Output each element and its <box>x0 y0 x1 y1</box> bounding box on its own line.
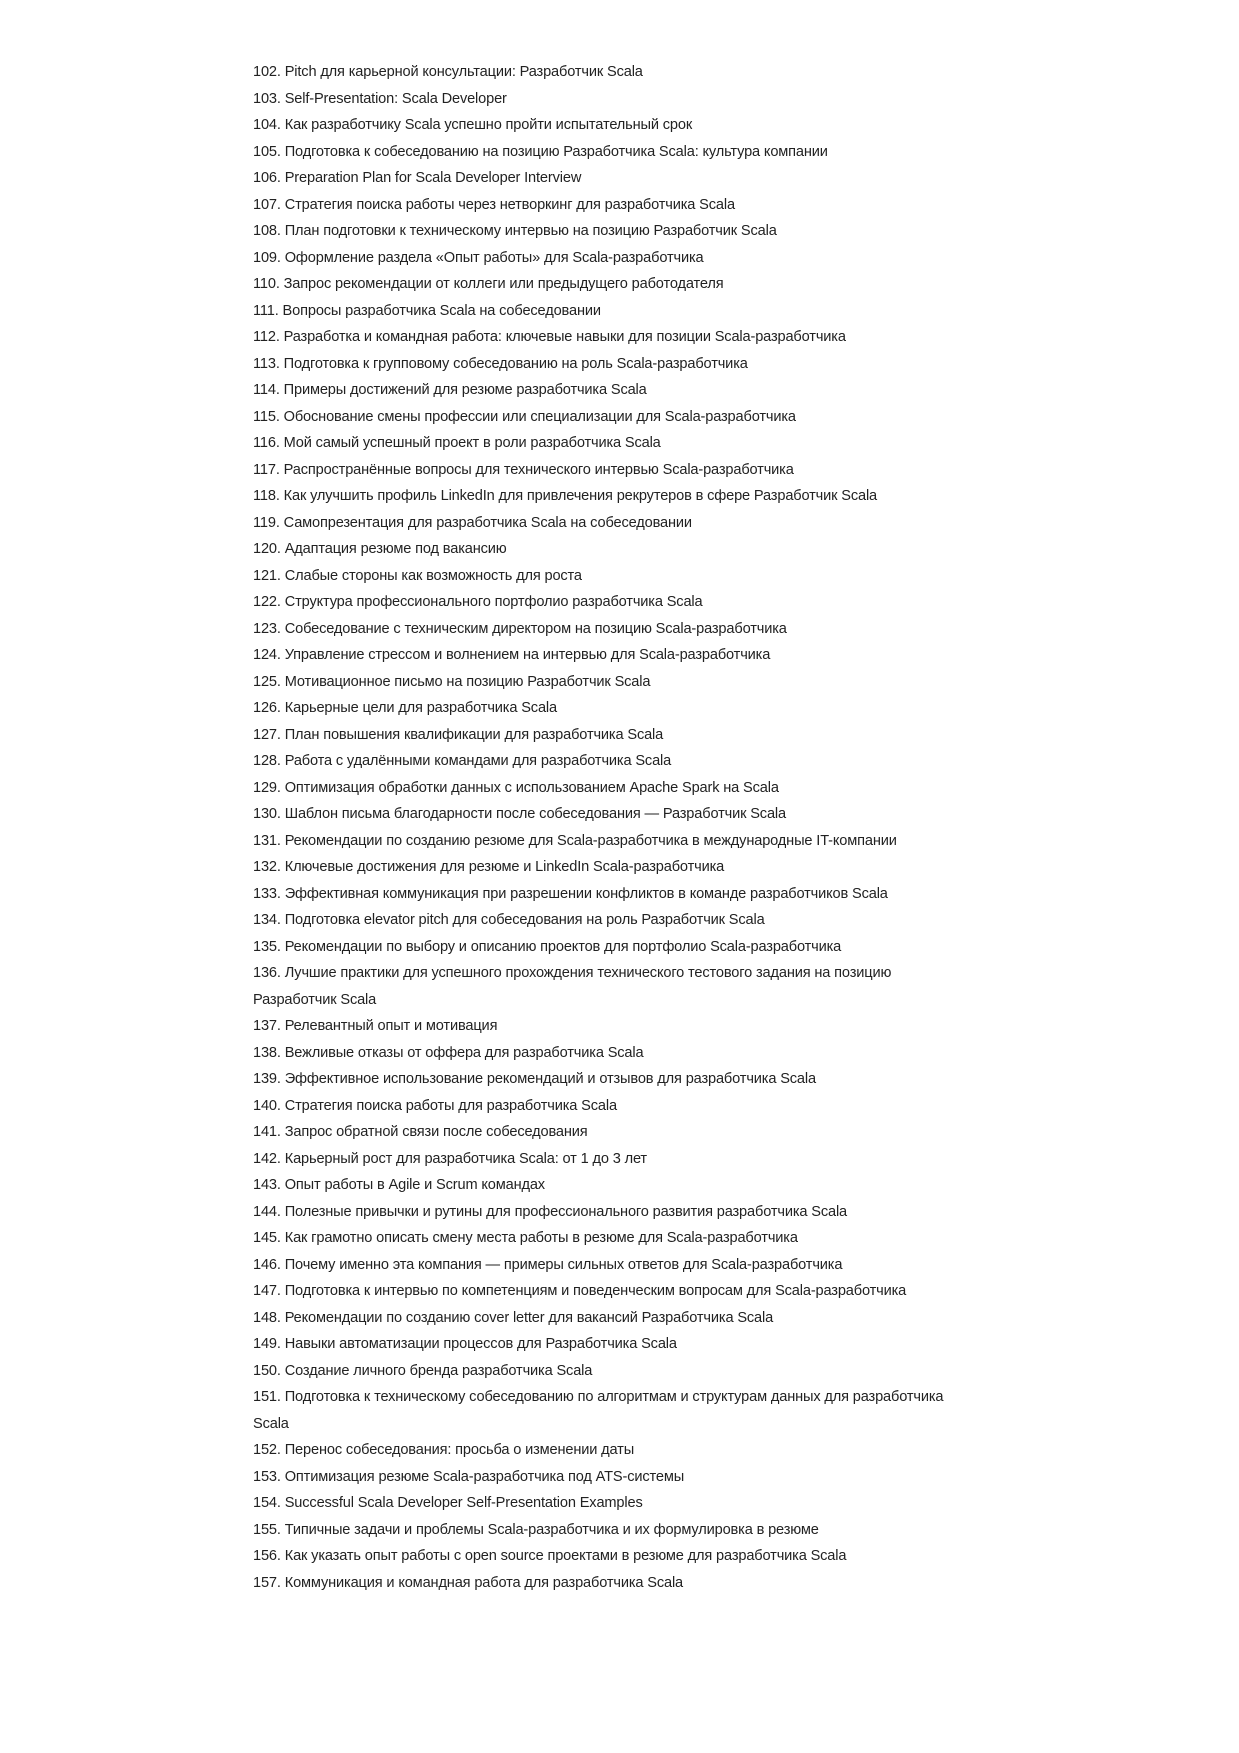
list-item <box>253 563 978 590</box>
item-number: 111. <box>253 302 279 319</box>
list-item <box>253 218 978 245</box>
item-number: 116. <box>253 435 280 451</box>
list-item <box>253 1225 978 1252</box>
item-number: 141. <box>253 1124 281 1140</box>
item-number: 114. <box>253 382 280 398</box>
item-title: Собеседование с техническим директором на позицию Scala-разработчика <box>284 620 787 637</box>
item-number: 110. <box>253 276 280 292</box>
item-title: Вежливые отказы от оффера для разработчика Scala <box>284 1044 644 1061</box>
list-item <box>253 775 978 802</box>
item-number: 117. <box>253 461 280 478</box>
item-title: Стратегия поиска работы через нетворкинг для разработчика Scala <box>284 196 735 213</box>
item-title: Работа с удалёнными командами для разработчика Scala <box>284 753 672 769</box>
item-number: 152. <box>253 1442 281 1458</box>
item-title: Почему именно эта компания — примеры сильных ответов для Scala-разработчика <box>284 1256 843 1273</box>
item-number: 121. <box>253 567 281 584</box>
list-item <box>253 1040 978 1067</box>
item-title: Самопрезентация для разработчика Scala на собеседовании <box>283 514 692 531</box>
item-number: 142. <box>253 1150 281 1167</box>
item-title: Рекомендации по созданию резюме для Scala-разработчика в международные IT-компании <box>284 832 897 849</box>
list-item <box>253 298 978 325</box>
item-number: 148. <box>253 1309 281 1326</box>
item-number: 151. <box>253 1389 281 1405</box>
item-title: Подготовка к собеседованию на позицию Разработчика Scala: культура компании <box>284 143 828 160</box>
item-title: Оптимизация обработки данных с использованием Apache Spark на Scala <box>284 779 779 796</box>
list-item <box>253 1172 978 1199</box>
list-item <box>253 616 978 643</box>
item-title: Стратегия поиска работы для разработчика Scala <box>284 1097 617 1114</box>
item-title: Как грамотно описать смену места работы в резюме для Scala-разработчика <box>284 1230 798 1246</box>
item-title: Мотивационное письмо на позицию Разработчик Scala <box>284 673 651 690</box>
list-item <box>253 430 978 457</box>
item-number: 125. <box>253 673 281 690</box>
item-number: 109. <box>253 249 281 266</box>
article-list <box>253 59 978 1596</box>
item-title: Создание личного бренда разработчика Scala <box>284 1362 593 1379</box>
list-item <box>253 1543 978 1570</box>
item-title: Подготовка к групповому собеседованию на роль Scala-разработчика <box>283 355 748 372</box>
item-number: 140. <box>253 1097 281 1114</box>
list-item <box>253 483 978 510</box>
item-number: 133. <box>253 885 281 902</box>
item-number: 157. <box>253 1574 281 1591</box>
item-number: 154. <box>253 1495 281 1511</box>
item-title: Типичные задачи и проблемы Scala-разработчика и их формулировка в резюме <box>284 1521 819 1538</box>
item-title: Перенос собеседования: просьба о изменении даты <box>284 1442 635 1458</box>
list-item <box>253 1013 978 1040</box>
item-number: 155. <box>253 1521 281 1538</box>
list-item <box>253 1093 978 1120</box>
list-item <box>253 510 978 537</box>
list-item <box>253 881 978 908</box>
list-item <box>253 1278 978 1305</box>
list-item <box>253 722 978 749</box>
item-number: 104. <box>253 117 281 133</box>
item-title: Управление стрессом и волнением на интервью для Scala-разработчика <box>284 647 771 663</box>
item-number: 153. <box>253 1468 281 1485</box>
item-title: Релевантный опыт и мотивация <box>284 1018 498 1034</box>
item-number: 107. <box>253 196 281 213</box>
item-number: 146. <box>253 1256 281 1273</box>
item-number: 144. <box>253 1203 281 1220</box>
item-title: План подготовки к техническому интервью на позицию Разработчик Scala <box>284 223 777 239</box>
list-item <box>253 907 978 934</box>
item-title: Примеры достижений для резюме разработчика Scala <box>283 382 647 398</box>
list-item <box>253 536 978 563</box>
list-item <box>253 86 978 113</box>
item-title: Как разработчику Scala успешно пройти испытательный срок <box>284 117 693 133</box>
list-item <box>253 1146 978 1173</box>
list-item <box>253 59 978 86</box>
list-item <box>253 271 978 298</box>
list-item <box>253 589 978 616</box>
item-title: Оптимизация резюме Scala-разработчика под ATS-системы <box>284 1468 685 1485</box>
list-item <box>253 165 978 192</box>
item-title: Коммуникация и командная работа для разработчика Scala <box>284 1574 684 1591</box>
list-item <box>253 1119 978 1146</box>
item-number: 130. <box>253 806 281 822</box>
item-title: Подготовка elevator pitch для собеседования на роль Разработчик Scala <box>284 912 765 928</box>
list-item <box>253 245 978 272</box>
item-number: 143. <box>253 1177 281 1193</box>
item-title: Как указать опыт работы с open source проектами в резюме для разработчика Scala <box>284 1548 847 1564</box>
item-number: 115. <box>253 408 280 425</box>
item-title: Шаблон письма благодарности после собеседования — Разработчик Scala <box>284 806 786 822</box>
item-number: 156. <box>253 1548 281 1564</box>
item-title: Структура профессионального портфолио разработчика Scala <box>284 594 703 610</box>
item-number: 128. <box>253 753 281 769</box>
list-item <box>253 960 978 1013</box>
item-title: Запрос обратной связи после собеседования <box>284 1124 588 1140</box>
list-item <box>253 1358 978 1385</box>
item-title: Запрос рекомендации от коллеги или предыдущего работодателя <box>283 276 724 292</box>
item-number: 134. <box>253 912 281 928</box>
list-item <box>253 112 978 139</box>
list-item <box>253 1437 978 1464</box>
item-title: Как улучшить профиль LinkedIn для привлечения рекрутеров в сфере Разработчик Scala <box>283 488 878 504</box>
item-number: 122. <box>253 594 281 610</box>
item-title: Адаптация резюме под вакансию <box>284 541 507 557</box>
list-item <box>253 1490 978 1517</box>
item-number: 103. <box>253 90 281 107</box>
list-item <box>253 192 978 219</box>
list-item <box>253 324 978 351</box>
list-item <box>253 801 978 828</box>
item-title: Лучшие практики для успешного прохождения технического тестового задания на позицию Разработчик Scala <box>253 965 892 1008</box>
list-item <box>253 1199 978 1226</box>
item-title: Оформление раздела «Опыт работы» для Scala-разработчика <box>284 249 704 266</box>
item-number: 113. <box>253 355 280 372</box>
list-item <box>253 1066 978 1093</box>
item-title: Полезные привычки и рутины для профессионального развития разработчика Scala <box>284 1203 848 1220</box>
item-title: Эффективная коммуникация при разрешении конфликтов в команде разработчиков Scala <box>284 885 888 902</box>
item-number: 105. <box>253 143 281 160</box>
list-item <box>253 1464 978 1491</box>
list-item <box>253 1384 978 1437</box>
item-title: Ключевые достижения для резюме и LinkedIn Scala-разработчика <box>284 859 725 875</box>
item-number: 149. <box>253 1336 281 1352</box>
list-item <box>253 1331 978 1358</box>
item-number: 124. <box>253 647 281 663</box>
list-item <box>253 669 978 696</box>
item-number: 131. <box>253 832 281 849</box>
list-item <box>253 934 978 961</box>
item-title: Распространённые вопросы для технического интервью Scala-разработчика <box>283 461 794 478</box>
item-number: 145. <box>253 1230 281 1246</box>
list-item <box>253 1517 978 1544</box>
item-title: План повышения квалификации для разработчика Scala <box>284 726 664 743</box>
item-title: Опыт работы в Agile и Scrum командах <box>284 1177 545 1193</box>
list-item <box>253 828 978 855</box>
list-item <box>253 404 978 431</box>
item-title: Обоснование смены профессии или специализации для Scala-разработчика <box>283 408 796 425</box>
list-item <box>253 854 978 881</box>
item-number: 139. <box>253 1071 281 1087</box>
list-item <box>253 1570 978 1597</box>
item-title: Вопросы разработчика Scala на собеседовании <box>282 302 601 319</box>
item-number: 106. <box>253 170 281 186</box>
item-number: 150. <box>253 1362 281 1379</box>
item-number: 102. <box>253 64 281 80</box>
item-number: 138. <box>253 1044 281 1061</box>
list-item <box>253 457 978 484</box>
item-number: 135. <box>253 938 281 955</box>
item-title: Эффективное использование рекомендаций и отзывов для разработчика Scala <box>284 1071 816 1087</box>
item-title: Pitch для карьерной консультации: Разработчик Scala <box>284 64 643 80</box>
item-title: Карьерный рост для разработчика Scala: от 1 до 3 лет <box>284 1150 647 1167</box>
item-title: Карьерные цели для разработчика Scala <box>284 700 557 716</box>
item-number: 132. <box>253 859 281 875</box>
item-number: 123. <box>253 620 281 637</box>
item-title: Successful Scala Developer Self-Presentation Examples <box>284 1495 643 1511</box>
item-title: Мой самый успешный проект в роли разработчика Scala <box>283 435 661 451</box>
item-number: 127. <box>253 726 281 743</box>
item-number: 129. <box>253 779 281 796</box>
item-title: Рекомендации по созданию cover letter для вакансий Разработчика Scala <box>284 1309 774 1326</box>
list-item <box>253 695 978 722</box>
item-title: Навыки автоматизации процессов для Разработчика Scala <box>284 1336 677 1352</box>
item-number: 118. <box>253 488 280 504</box>
list-item <box>253 1252 978 1279</box>
item-title: Подготовка к интервью по компетенциям и поведенческим вопросам для Scala-разработчика <box>284 1283 907 1299</box>
item-title: Preparation Plan for Scala Developer Interview <box>284 170 582 186</box>
list-item <box>253 351 978 378</box>
list-item <box>253 642 978 669</box>
item-number: 108. <box>253 223 281 239</box>
item-title: Self-Presentation: Scala Developer <box>284 90 507 107</box>
item-number: 137. <box>253 1018 281 1034</box>
item-title: Рекомендации по выбору и описанию проектов для портфолио Scala-разработчика <box>284 938 842 955</box>
item-number: 119. <box>253 514 280 531</box>
list-item <box>253 139 978 166</box>
item-title: Разработка и командная работа: ключевые навыки для позиции Scala-разработчика <box>283 329 846 345</box>
item-number: 136. <box>253 965 281 981</box>
item-number: 120. <box>253 541 281 557</box>
item-number: 126. <box>253 700 281 716</box>
item-title: Подготовка к техническому собеседованию по алгоритмам и структурам данных для разработчика Scala <box>253 1389 944 1432</box>
item-number: 112. <box>253 329 280 345</box>
item-title: Слабые стороны как возможность для роста <box>284 567 582 584</box>
item-number: 147. <box>253 1283 281 1299</box>
list-item <box>253 1305 978 1332</box>
list-item <box>253 377 978 404</box>
list-item <box>253 748 978 775</box>
